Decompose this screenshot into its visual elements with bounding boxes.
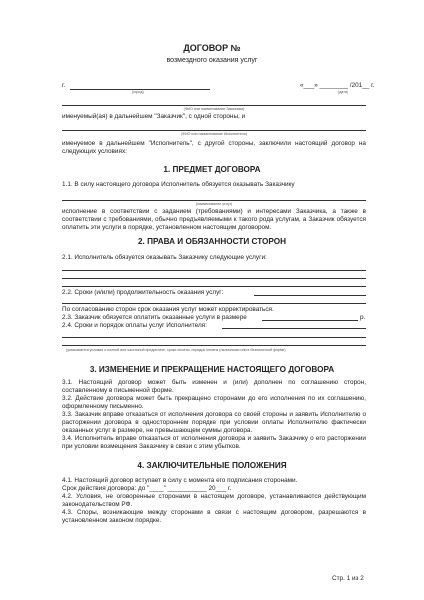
section3-heading: 3. ИЗМЕНЕНИЕ И ПРЕКРАЩЕНИЕ НАСТОЯЩЕГО ДОГОВОРА (89, 365, 335, 374)
city-hint: (город) (132, 90, 144, 94)
customer-name-line (62, 105, 366, 106)
section3-p32: 3.2. Действие договора может быть прекращено сторонами до его исполнения по их соглашению, оформленному письменно. (62, 395, 366, 410)
payment-line-3 (62, 345, 366, 346)
section2-heading: 2. ПРАВА И ОБЯЗАННОСТИ СТОРОН (137, 237, 287, 246)
section3-p31: 3.1. Настоящий договор может быть изменен и (или) дополнен по соглашению сторон, составленному в письменной форме. (62, 379, 366, 394)
section4-term: Срок действия договора: до "____" ___________ 20___ г. (62, 485, 232, 492)
executor-text: именуемое в дальнейшем "Исполнитель", с другой стороны, заключили настоящий договор на следующих условиях: (62, 140, 366, 155)
section4-p41: 4.1. Настоящий договор вступает в силу с момента его подписания сторонами. (62, 477, 298, 484)
section3-p34: 3.4. Исполнитель вправе отказаться от исполнения договора и заявить Заказчику о его расторжении при условии возмещения Заказчику в связи с этим убытков. (62, 435, 366, 450)
page-number: Стр. 1 из 2 (332, 575, 364, 582)
amount-line (262, 320, 358, 321)
section2-p22-agree: По согласованию сторон срок оказания услуг может корректироваться. (62, 306, 274, 313)
section2-p23: 2.3. Заказчик обязуется оплатить оказанные услуги в размере (62, 314, 247, 321)
services-line-1 (62, 270, 366, 271)
customer-text: именуемый(ая) в дальнейшем "Заказчик", с одной стороны, и (62, 113, 246, 120)
section1-heading: 1. ПРЕДМЕТ ДОГОВОРА (163, 165, 261, 174)
executor-hint: (ФИО или наименование Исполнителя) (181, 132, 247, 136)
service-line (62, 200, 366, 201)
document-subtitle: возмездного оказания услуг (166, 57, 258, 64)
section4-p43: 4.3. Споры, возникающие между сторонами в связи с настоящим договором, разрешаются в установленном законом порядке. (62, 509, 366, 524)
services-line-3 (62, 286, 366, 287)
section2-p24: 2.4. Сроки и порядок оплаты услуг Исполнителя: (62, 322, 207, 329)
executor-name-line (62, 130, 366, 131)
section4-heading: 4. ЗАКЛЮЧИТЕЛЬНЫЕ ПОЛОЖЕНИЯ (137, 461, 287, 470)
date-hint: (дата) (338, 90, 349, 94)
document-title: ДОГОВОР № (183, 43, 241, 53)
service-hint: (наименование услуг) (195, 202, 233, 206)
section3-p33: 3.3. Заказчик вправе отказаться от исполнения договора со своей стороны и заявить Исполнителю о расторжении договора в одностороннем порядке при условии оплаты Исполнителю фактически оказанных услуг в размере, не превышающем суммы договора. (62, 411, 366, 434)
payment-line-2 (62, 337, 366, 338)
term-line-2 (62, 303, 366, 304)
amount-unit: р. (360, 314, 366, 321)
services-line-2 (62, 278, 366, 279)
section1-p11-cont: исполнение в соответствии с заданием (требованиями) и интересами Заказчика, а также в соответствии с требованиями, обычно предъявляемыми к такого рода услугам, а Заказчик обязуется оплатить эти услуги в порядке, установленном настоящим договором. (62, 208, 366, 231)
section1-p11: 1.1. В силу настоящего договора Исполнитель обязуется оказывать Заказчику (62, 181, 295, 188)
customer-hint: (ФИО или наименование Заказчика) (183, 107, 245, 111)
city-prefix: г. (62, 82, 66, 89)
section4-p42: 4.2. Условия, не оговоренные сторонами в настоящем договоре, устанавливаются действующим законодательством РФ. (62, 493, 366, 508)
payment-line-1 (222, 328, 366, 329)
contract-date: «___» ________ /201__ г. (300, 82, 375, 89)
section2-p21: 2.1. Исполнитель обязуется оказывать Заказчику следующие услуги: (62, 254, 267, 261)
term-line (254, 295, 366, 296)
payment-hint: (указываются условия о полной или частичной предоплате, сроки оплаты, порядок оплаты (наличными или в безналичной форме) (66, 348, 286, 352)
section2-p22: 2.2. Сроки (и/или) продолжительность оказания услуг: (62, 289, 224, 296)
